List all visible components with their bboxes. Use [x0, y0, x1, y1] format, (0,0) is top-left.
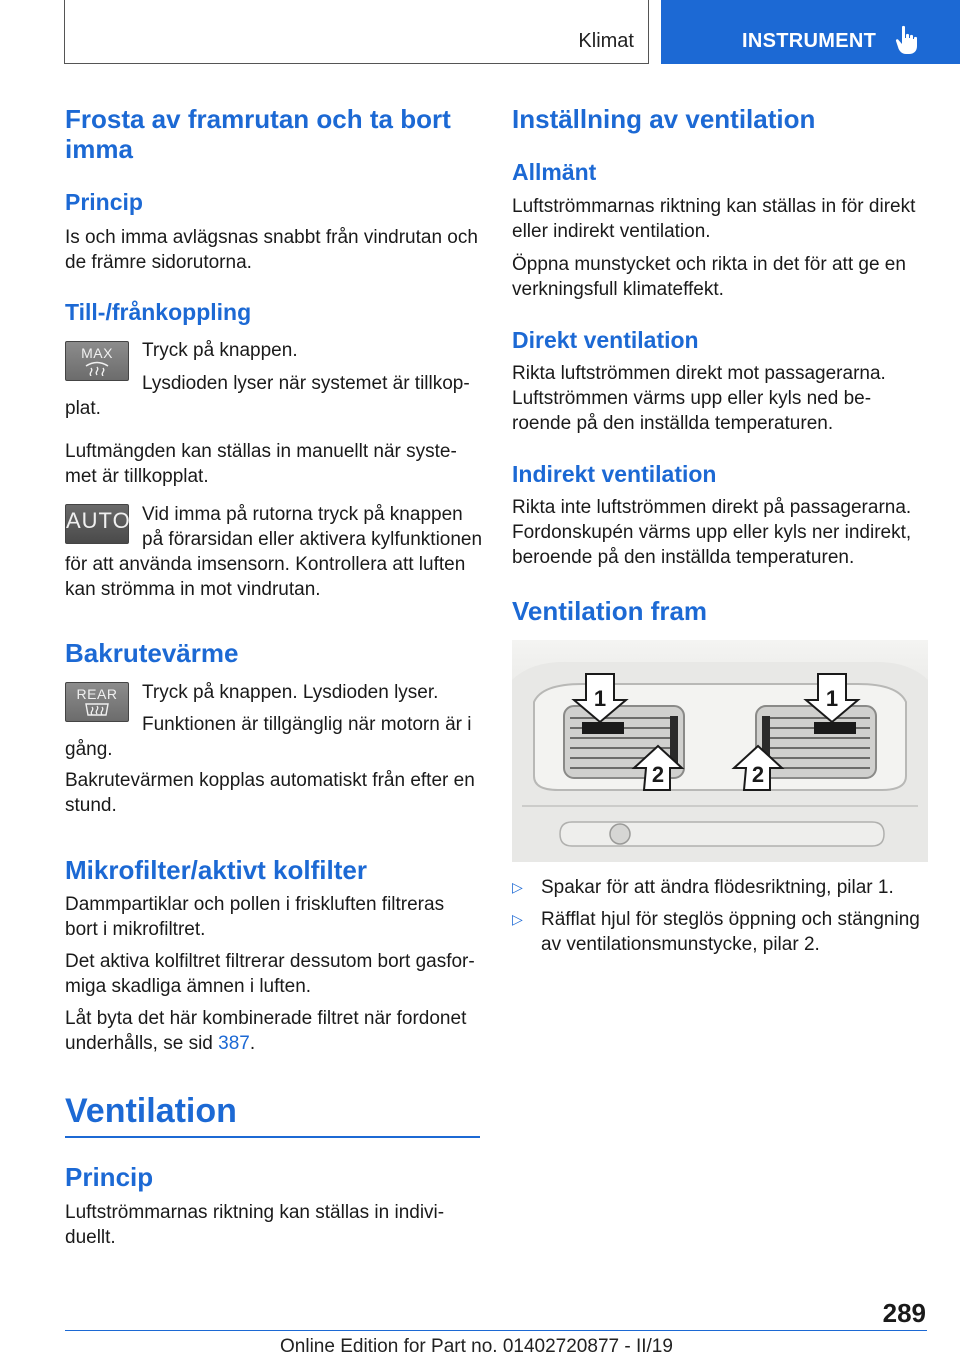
- paragraph-princip-1: Is och imma avlägsnas snabbt från vindrutan och de främre sidorutorna.: [65, 227, 478, 273]
- triangle-bullet-icon: ▷: [512, 911, 523, 927]
- paragraph-rear-1: Tryck på knappen. Lysdioden lyser.: [142, 682, 439, 703]
- paragraph-auto-2: på förarsidan eller aktivera kylfunktionen: [142, 529, 483, 550]
- rear-defrost-button-image: REAR: [65, 682, 129, 722]
- photo-label-2-left: 2: [651, 762, 665, 787]
- rear-window-heat-icon: [82, 701, 112, 717]
- paragraph-onoff-1: Tryck på knappen.: [142, 340, 298, 361]
- paragraph-auto-1: Vid imma på rutorna tryck på knappen: [142, 504, 463, 525]
- paragraph-auto-3: för att använda imsensorn. Kontrollera att luften kan strömma in mot vindrutan.: [65, 554, 466, 600]
- heading-indirect: Indirekt ventilation: [512, 461, 717, 487]
- heading-rear-defrost: Bakrutevärme: [65, 638, 239, 668]
- max-defrost-button-image: MAX: [65, 341, 129, 381]
- photo-label-1-left: 1: [593, 686, 607, 711]
- footer-edition: Online Edition for Part no. 01402720877 - II/19: [280, 1336, 673, 1357]
- page-link-387[interactable]: 387: [218, 1033, 250, 1054]
- defrost-icon: [82, 360, 112, 376]
- page-number: 289: [882, 1298, 926, 1328]
- front-vents-photo: [512, 640, 928, 862]
- header-chapter-label: INSTRUMENT: [742, 30, 877, 52]
- heading-vent-front: Ventilation fram: [512, 596, 708, 626]
- paragraph-air-amount: Luftmängden kan ställas in manuellt när syste- met är tillkopplat.: [65, 441, 457, 487]
- heading-ventilation: Ventilation: [65, 1092, 237, 1130]
- paragraph-general-1: Luftströmmarnas riktning kan ställas in för direkt eller indirekt ventilation.: [512, 196, 916, 242]
- paragraph-filter-3: Låt byta det här kombinerade filtret när fordonet underhålls, se sid 387.: [65, 1008, 467, 1054]
- header-section-label: Klimat: [578, 30, 634, 52]
- photo-label-1-right: 1: [825, 686, 839, 711]
- paragraph-onoff-2b: plat.: [65, 398, 101, 419]
- paragraph-direct: Rikta luftströmmen direkt mot passagerarna. Luftströmmen värms upp eller kyls ned be- roende på den inställda temperaturen.: [512, 363, 886, 434]
- auto-button-image: AUTO: [65, 504, 129, 544]
- heading-onoff: Till-/frånkoppling: [65, 299, 252, 325]
- paragraph-onoff-2a: Lysdioden lyser när systemet är tillkop-: [142, 373, 470, 394]
- paragraph-filter-2: Det aktiva kolfiltret filtrerar dessutom bort gasfor- miga skadliga ämnen i luften.: [65, 951, 475, 997]
- hand-pointer-icon: [895, 25, 921, 55]
- paragraph-filter-1: Dammpartiklar och pollen i friskluften filtreras bort i mikrofiltret.: [65, 894, 445, 940]
- triangle-bullet-icon: ▷: [512, 879, 523, 895]
- section-divider: [65, 1136, 480, 1138]
- paragraph-rear-2b: gång.: [65, 739, 113, 760]
- photo-label-2-right: 2: [751, 762, 765, 787]
- heading-princip-1: Princip: [65, 189, 143, 215]
- paragraph-rear-2a: Funktionen är tillgänglig när motorn är i: [142, 714, 472, 735]
- paragraph-indirect: Rikta inte luftströmmen direkt på passagerarna. Fordonskupén värms upp eller kyls ner indirekt, beroende på den inställda temperaturen.: [512, 497, 912, 568]
- heading-defrost: Frosta av framrutan och ta bort imma: [65, 104, 451, 164]
- footer-divider: [65, 1330, 927, 1331]
- paragraph-princip-2: Luftströmmarnas riktning kan ställas in indivi- duellt.: [65, 1202, 445, 1248]
- paragraph-rear-3: Bakrutevärmen kopplas automatiskt från efter en stund.: [65, 770, 475, 816]
- heading-general: Allmänt: [512, 159, 597, 185]
- heading-filter: Mikrofilter/aktivt kolfilter: [65, 855, 367, 885]
- header-section-box: [64, 0, 649, 64]
- list-item: ▷ Räfflat hjul för steglös öppning och stängning av ventilationsmunstycke, pilar 2.: [512, 909, 920, 955]
- heading-direct: Direkt ventilation: [512, 327, 699, 353]
- heading-vent-setting: Inställning av ventilation: [512, 104, 816, 134]
- heading-princip-2: Princip: [65, 1162, 154, 1192]
- paragraph-general-2: Öppna munstycket och rikta in det för att ge en verkningsfull klimateffekt.: [512, 254, 906, 300]
- header-chapter-tab[interactable]: [661, 0, 960, 64]
